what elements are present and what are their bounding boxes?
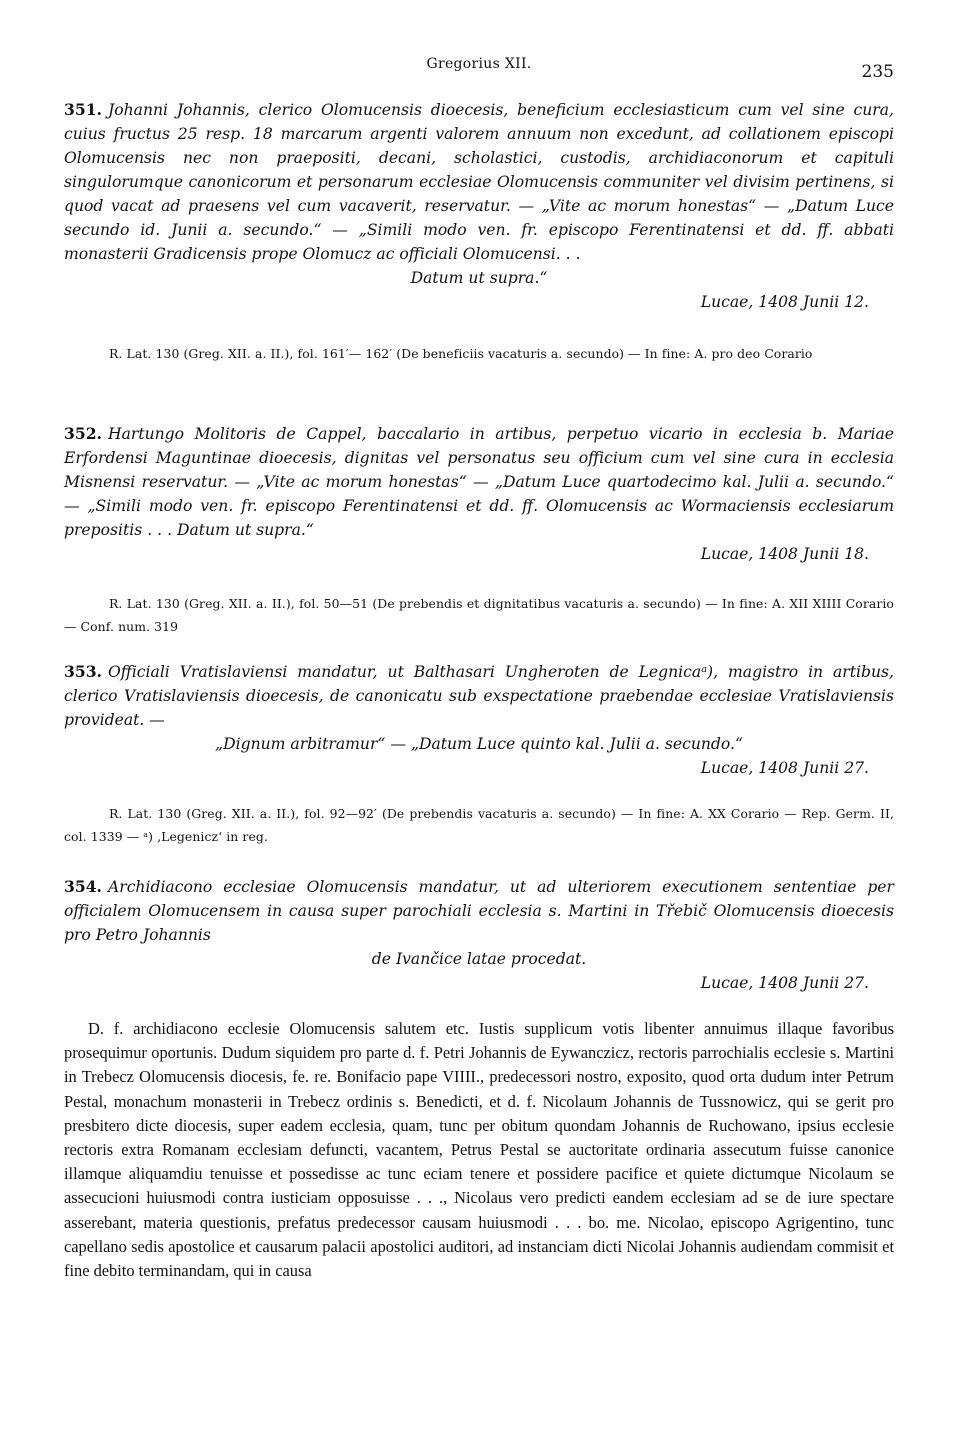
- entry-summary: [64, 875, 894, 947]
- summary-center-line: Datum ut supra.“: [410, 269, 548, 287]
- entry-number: 351.: [64, 100, 102, 119]
- entry-date: Lucae, 1408 Junii 27.: [700, 974, 869, 992]
- entry-354: [64, 875, 894, 1283]
- entry-351: [64, 98, 894, 365]
- entry-summary: [64, 422, 894, 542]
- entry-number: 353.: [64, 662, 102, 681]
- entry-summary: [64, 660, 894, 732]
- source-note: R. Lat. 130 (Greg. XII. a. II.), fol. 92—92′ (De prebendis vacaturis a. secundo) — In fine: A. XX Corario — Rep. Germ. II, col. 1339 — ᵃ) ‚Legenicz‘ in reg.: [64, 806, 894, 844]
- entry-number: 354.: [64, 877, 102, 896]
- entry-date: Lucae, 1408 Junii 18.: [700, 545, 869, 563]
- page-number: 235: [861, 62, 894, 82]
- entry-summary: [64, 98, 894, 266]
- entry-date: Lucae, 1408 Junii 12.: [700, 293, 869, 311]
- page-header: [64, 56, 894, 96]
- summary-text: Johanni Johannis, clerico Olomucensis dioecesis, beneficium ecclesiasticum cum vel sine cura, cuius fructus 25 resp. 18 marcarum argenti valorem annuum non excedunt, ad collationem episcopi Olomucensis nec non praepositi, decani, scholastici, custodis, archidiaconorum et capituli singulorumque canonicorum et personarum ecclesiae Olomucensis communiter vel divisim pertinens, si quod vacat ad praesens vel cum vacaverit, reservatur. — „Vite ac morum honestas“ — „Datum Luce secundo id. Junii a. secundo.“ — „Simili modo ven. fr. episcopo Ferentinatensi et dd. ff. abbati monasterii Gradicensis prope Olomucz ac officiali Olomucensi. . .: [64, 101, 894, 263]
- source-note: R. Lat. 130 (Greg. XII. a. II.), fol. 50—51 (De prebendis et dignitatibus vacaturis a. secundo) — In fine: A. XII XIIII Corario — Conf. num. 319: [64, 596, 894, 634]
- summary-text: Archidiacono ecclesiae Olomucensis mandatur, ut ad ulteriorem executionem sententiae per officialem Olomucensem in causa super parochiali ecclesia s. Martini in Třebič Olomucensis dioecesis pro Petro Johannis: [64, 878, 894, 944]
- entry-date: Lucae, 1408 Junii 27.: [700, 759, 869, 777]
- running-title: Gregorius XII.: [426, 56, 532, 72]
- summary-center-line: „Dignum arbitramur“ — „Datum Luce quinto kal. Julii a. secundo.“: [215, 735, 743, 753]
- summary-text: Hartungo Molitoris de Cappel, baccalario in artibus, perpetuo vicario in ecclesia b. Mariae Erfordensi Maguntinae dioecesis, dignitas vel personatus seu officium cum vel sine cura in ecclesia Misnensi reservatur. — „Vite ac morum honestas“ — „Datum Luce quartodecimo kal. Julii a. secundo.“ — „Simili modo ven. fr. episcopo Ferentinatensi et dd. ff. Olomucensis ac Wormaciensis ecclesiarum prepositis . . . Datum ut supra.“: [64, 425, 894, 539]
- summary-center-line: de Ivančice latae procedat.: [371, 950, 587, 968]
- source-note: R. Lat. 130 (Greg. XII. a. II.), fol. 161′— 162′ (De beneficiis vacaturis a. secundo) — In fine: A. pro deo Corario: [109, 346, 813, 361]
- entry-353: [64, 660, 894, 848]
- summary-text: Officiali Vratislaviensi mandatur, ut Balthasari Ungheroten de Legnicaᵃ), magistro in artibus, clerico Vratislaviensis dioecesis, de canonicatu sub exspectatione praebendae ecclesiae Vratislaviensis provideat. —: [64, 663, 894, 729]
- entry-352: [64, 422, 894, 638]
- entry-number: 352.: [64, 424, 102, 443]
- document-body-text: D. f. archidiacono ecclesie Olomucensis salutem etc. Iustis supplicum votis libenter annuimus illaque favoribus prosequimur oportunis. Dudum siquidem pro parte d. f. Petri Johannis de Eywanczicz, rectoris parrochialis ecclesie s. Martini in Trebecz Olomucensis diocesis, fe. re. Bonifacio pape VIIII., predecessori nostro, exposito, quod orta dudum inter Petrum Pestal, monachum monasterii in Trebecz ordinis s. Benedicti, et d. f. Nicolaum Johannis de Tussnowicz, qui se gerit pro presbitero dicte diocesis, super eadem ecclesia, quam, tunc per obitum quondam Johannis de Ruchowano, ipsius ecclesie rectoris extra Romanam ecclesiam defuncti, vacantem, Petrus Pestal se auctoritate ordinaria assecutum fuisse canonice illamque aliquamdiu tenuisse et possedisse ac tunc eciam tenere et possidere pacifice et quiete dictumque Nicolaum se assecucioni huiusmodi contra iusticiam opposuisse . . ., Nicolaus vero predicti eandem ecclesiam ad se de iure spectare asserebant, materia questionis, prefatus predecessor causam huiusmodi . . . bo. me. Nicolao, episcopo Agrigentino, tunc capellano sedis apostolice et causarum palacii apostolici auditori, ad instanciam dicti Nicolai Johannis audiendam commisit et fine debito terminandam, qui in causa: [64, 1019, 894, 1281]
